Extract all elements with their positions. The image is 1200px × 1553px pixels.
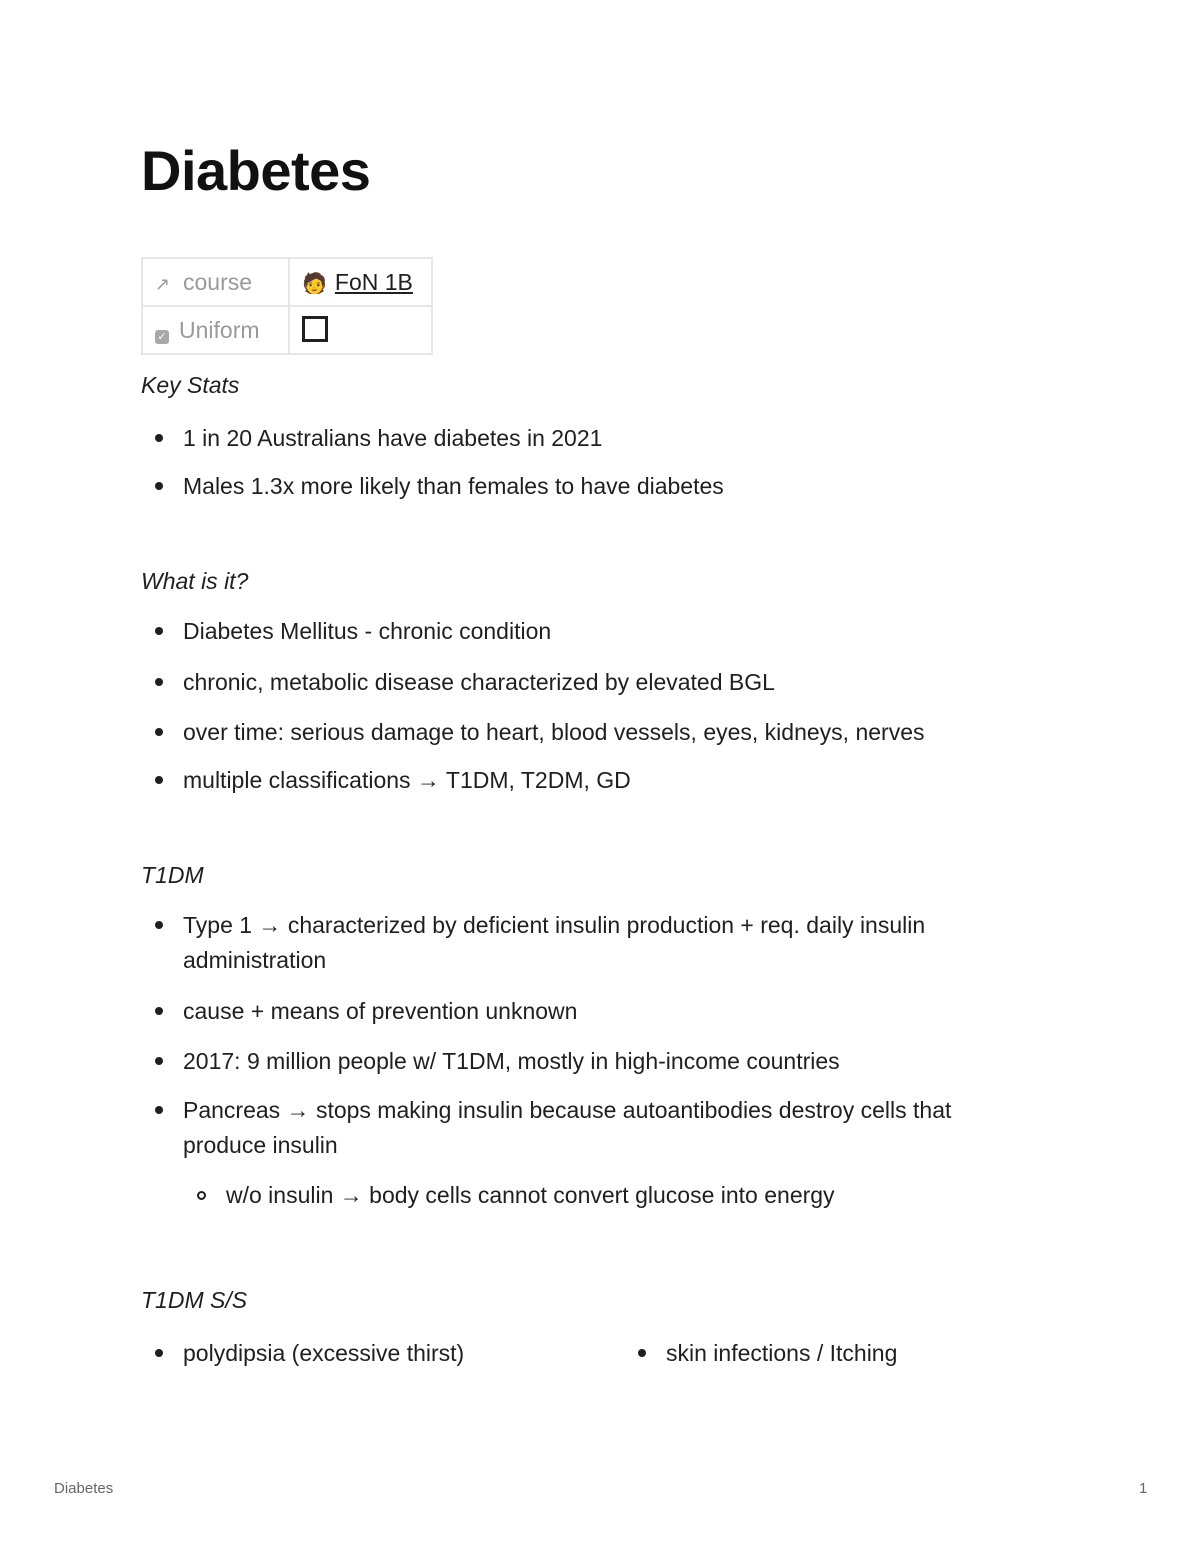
list-item-continuation: administration	[183, 947, 327, 973]
bullet-icon	[155, 434, 163, 442]
list-item: skin infections / Itching	[666, 1340, 898, 1366]
list-item: 1 in 20 Australians have diabetes in 2021	[183, 425, 603, 451]
bullet-icon	[155, 1106, 163, 1114]
list-item: Type 1 → characterized by deficient insulin production + req. daily insulin	[183, 912, 926, 938]
bullet-icon	[155, 1057, 163, 1065]
section-heading-t1dm-ss: T1DM S/S	[141, 1287, 248, 1313]
bullet-icon	[638, 1349, 646, 1357]
property-row-course	[142, 258, 432, 306]
course-link[interactable]: FoN 1B	[334, 268, 413, 295]
list-item: 2017: 9 million people w/ T1DM, mostly in high-income countries	[183, 1048, 840, 1074]
property-label: Uniform	[179, 316, 260, 343]
bullet-icon	[155, 482, 163, 490]
list-item: cause + means of prevention unknown	[183, 998, 578, 1024]
list-item: over time: serious damage to heart, blood vessels, eyes, kidneys, nerves	[183, 719, 925, 745]
footer-doc-name: Diabetes	[54, 1480, 114, 1497]
property-row-uniform	[142, 306, 432, 354]
bullet-icon	[155, 921, 163, 929]
list-item: Males 1.3x more likely than females to have diabetes	[183, 473, 724, 499]
bullet-icon	[155, 678, 163, 686]
checkbox-property-icon: ✓	[155, 330, 169, 344]
bullet-icon	[155, 1349, 163, 1357]
section-heading-what-is-it: What is it?	[141, 568, 249, 594]
section-heading-t1dm: T1DM	[141, 862, 204, 888]
bullet-icon	[155, 1007, 163, 1015]
property-value-course[interactable]	[289, 258, 432, 306]
sub-list-item: w/o insulin → body cells cannot convert glucose into energy	[226, 1182, 835, 1208]
bullet-icon	[155, 627, 163, 635]
list-item: polydipsia (excessive thirst)	[183, 1340, 465, 1366]
page-number: 1	[1139, 1480, 1148, 1497]
bullet-icon	[155, 728, 163, 736]
property-key-uniform	[142, 306, 289, 354]
list-item: Pancreas → stops making insulin because autoantibodies destroy cells that	[183, 1097, 952, 1123]
arrow-up-right-icon: ↗	[155, 273, 171, 294]
list-item: multiple classifications → T1DM, T2DM, GD	[183, 767, 631, 793]
uniform-checkbox[interactable]	[302, 316, 328, 342]
page-title: Diabetes	[141, 139, 371, 202]
properties-table	[141, 257, 433, 355]
list-item: chronic, metabolic disease characterized by elevated BGL	[183, 669, 775, 695]
hollow-bullet-icon	[197, 1191, 206, 1200]
property-value-uniform[interactable]	[289, 306, 432, 354]
list-item: Diabetes Mellitus - chronic condition	[183, 618, 552, 644]
property-key-course	[142, 258, 289, 306]
list-item-continuation: produce insulin	[183, 1132, 338, 1158]
bullet-icon	[155, 776, 163, 784]
property-label: course	[183, 268, 253, 295]
health-worker-icon: 🧑	[302, 272, 327, 295]
section-heading-key-stats: Key Stats	[141, 372, 240, 398]
